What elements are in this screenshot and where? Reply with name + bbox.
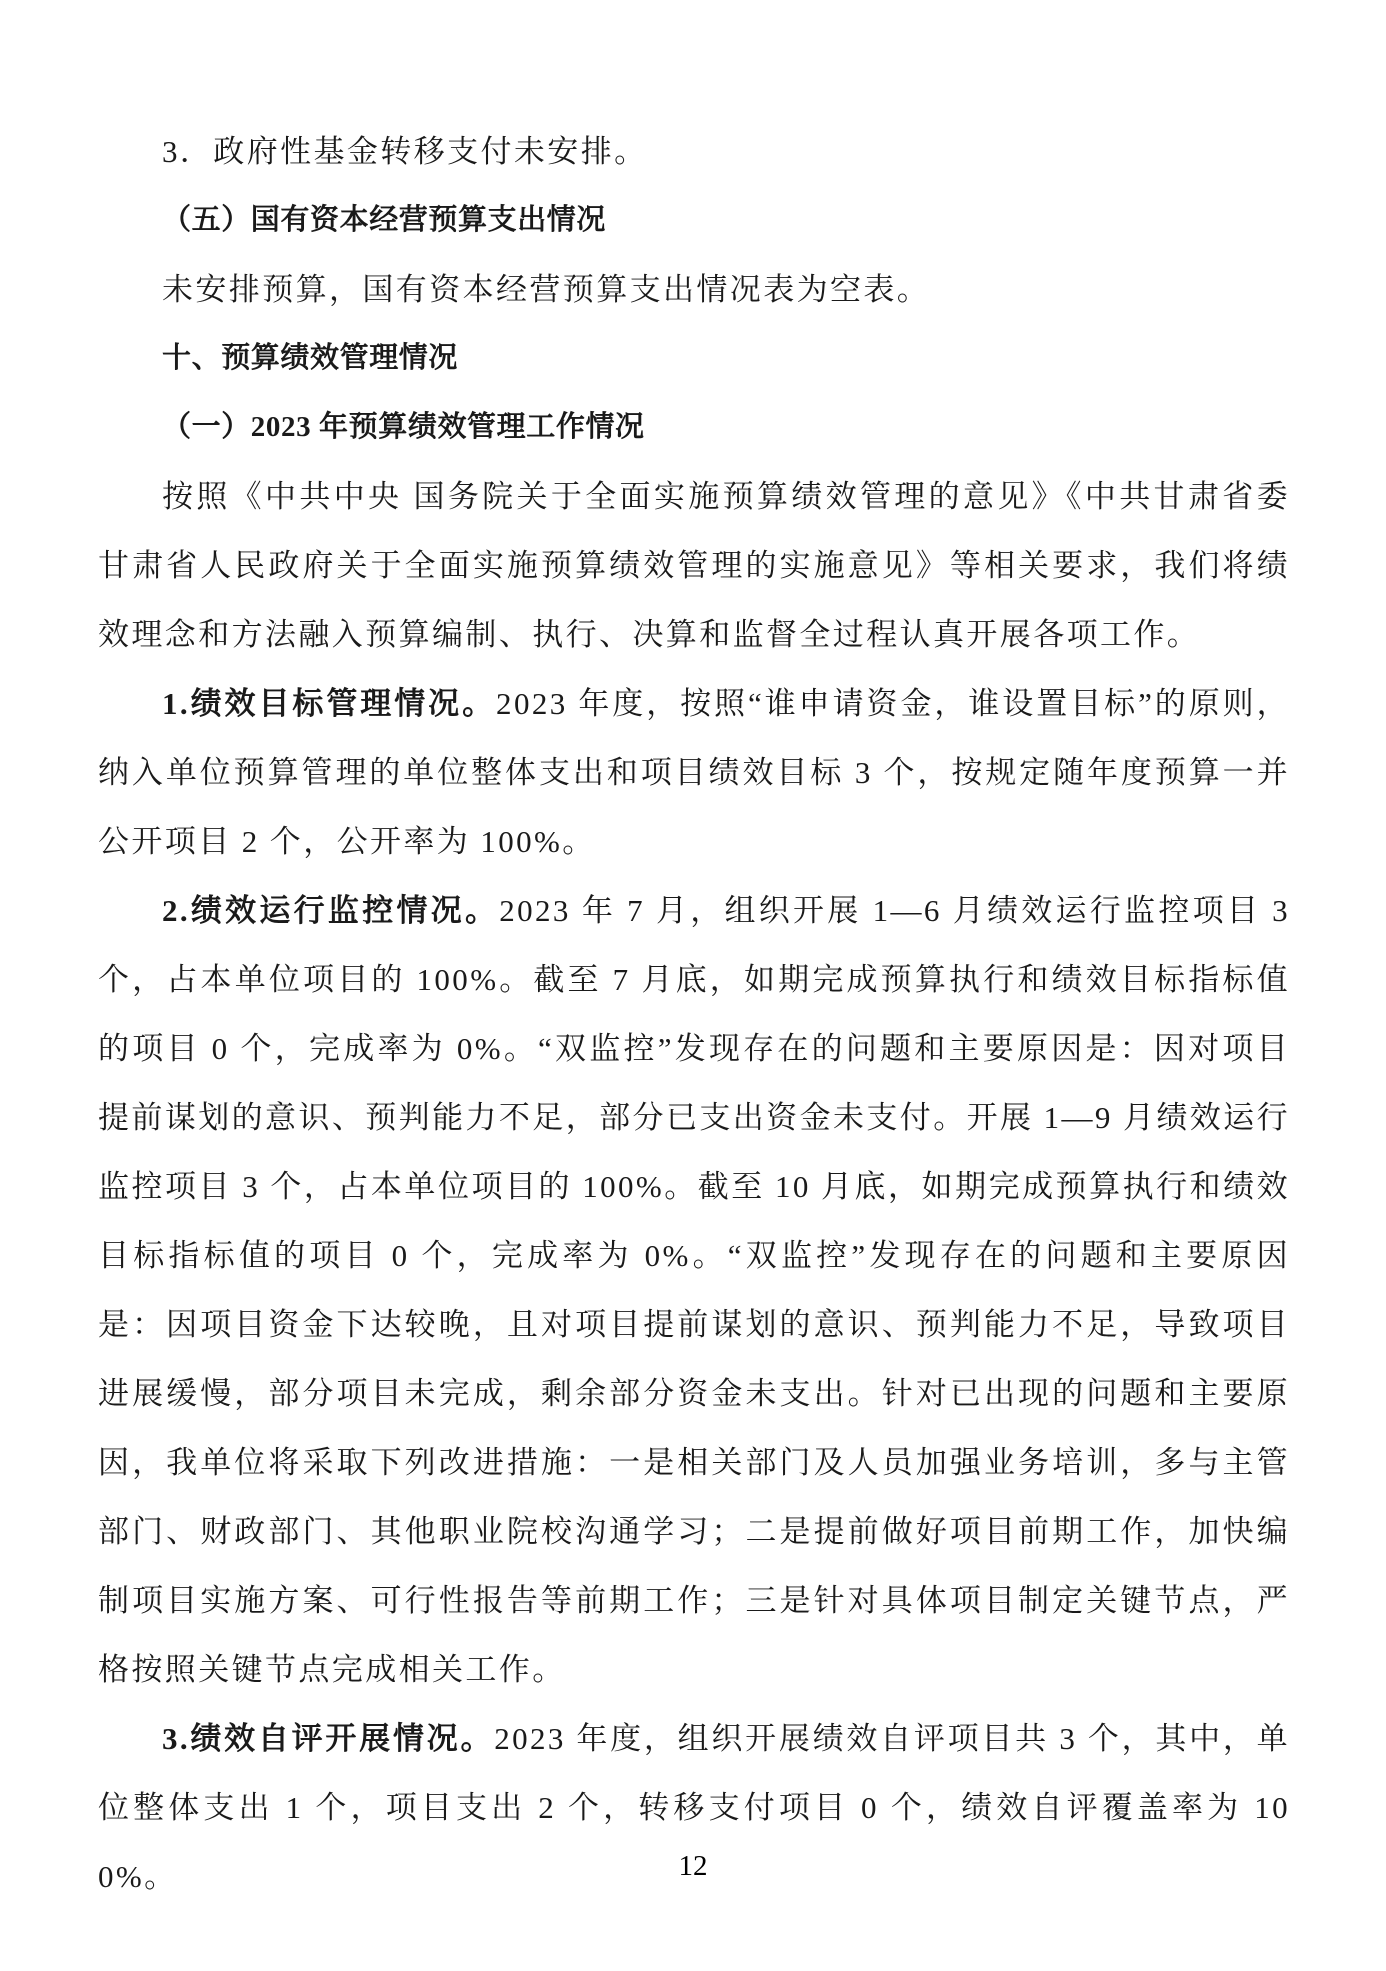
page-number: 12 bbox=[678, 1850, 708, 1882]
heading-part-ten bbox=[98, 324, 1290, 393]
para-text: 按照《中共中央 国务院关于全面实施预算绩效管理的意见》《中共甘肃省委 甘肃省人民政府关于全面实施预算绩效管理的实施意见》等相关要求，我们将绩效理念和方法融入预算编制、执行、决算和监督全过程认真开展各项工作。 bbox=[98, 479, 1290, 652]
para-item-3-gov-fund-transfer bbox=[98, 117, 1290, 186]
heading-subsection-one-2023 bbox=[98, 393, 1290, 462]
heading-text: 十、预算绩效管理情况 bbox=[162, 342, 459, 374]
para-text: 2023 年度，组织开展绩效自评项目共 3 个，其中，单位整体支出 1 个，项目支出 2 个，转移支付项目 0 个，绩效自评覆盖率为 100%。 bbox=[98, 1721, 1290, 1894]
para-text: 2023 年 7 月，组织开展 1—6 月绩效运行监控项目 3 个，占本单位项目的 100%。截至 7 月底，如期完成预算执行和绩效目标指标值的项目 0 个，完成率为 0%。“双监控”发现存在的问题和主要原因是：因对项目提前谋划的意识、预判能力不足，部分已支出资金未支付。开展 1—9 月绩效运行监控项目 3 个，占本单位项目的 100%。截至 10 月底，如期完成预算执行和绩效目标指标值的项目 0 个，完成率为 0%。“双监控”发现存在的问题和主要原因是：因项目资金下达较晚，且对项目提前谋划的意识、预判能力不足，导致项目进展缓慢，部分项目未完成，剩余部分资金未支出。针对已出现的问题和主要原因，我单位将采取下列改进措施：一是相关部门及人员加强业务培训，多与主管部门、财政部门、其他职业院校沟通学习；二是提前做好项目前期工作，加快编制项目实施方案、可行性报告等前期工作；三是针对具体项目制定关键节点，严格按照关键节点完成相关工作。 bbox=[98, 893, 1290, 1687]
para-performance-goal-management bbox=[98, 669, 1290, 876]
para-policy-basis bbox=[98, 462, 1290, 669]
run-in-heading: 3.绩效自评开展情况。 bbox=[162, 1721, 495, 1756]
document-body bbox=[98, 117, 1290, 1911]
heading-section-five bbox=[98, 186, 1290, 255]
heading-text: （一）2023 年预算绩效管理工作情况 bbox=[162, 411, 645, 443]
heading-text: （五）国有资本经营预算支出情况 bbox=[162, 204, 607, 236]
run-in-heading: 1.绩效目标管理情况。 bbox=[162, 686, 497, 721]
run-in-heading: 2.绩效运行监控情况。 bbox=[162, 893, 500, 928]
para-performance-monitoring bbox=[98, 876, 1290, 1704]
para-text: 2023 年度，按照“谁申请资金，谁设置目标”的原则，纳入单位预算管理的单位整体支出和项目绩效目标 3 个，按规定随年度预算一并公开项目 2 个，公开率为 100%。 bbox=[98, 686, 1290, 859]
para-text: 3．政府性基金转移支付未安排。 bbox=[162, 134, 648, 169]
para-text: 未安排预算，国有资本经营预算支出情况表为空表。 bbox=[162, 272, 931, 307]
para-no-budget-note bbox=[98, 255, 1290, 324]
